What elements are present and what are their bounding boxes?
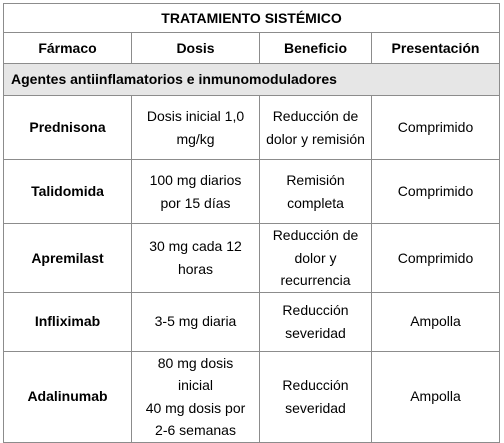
benefit-line: Reducción de xyxy=(272,227,359,243)
column-header-row xyxy=(4,33,500,64)
benefit-cell xyxy=(260,96,372,160)
dose-line: 40 mg dosis por xyxy=(145,399,246,416)
treatment-table xyxy=(3,3,500,443)
benefit-cell xyxy=(260,224,372,293)
column-header-drug: Fármaco xyxy=(4,33,132,64)
dose-cell xyxy=(132,160,260,224)
benefit-line: Reducción xyxy=(282,302,349,318)
column-header-benefit: Beneficio xyxy=(260,33,372,64)
table-title-row xyxy=(4,4,500,33)
benefit-cell xyxy=(260,160,372,224)
dose-line: 30 mg cada 12 xyxy=(149,238,242,255)
table-row xyxy=(4,292,500,351)
dose-cell xyxy=(132,224,260,293)
dose-line: 3-5 mg diaria xyxy=(154,313,237,330)
presentation-cell: Comprimido xyxy=(372,160,500,224)
benefit-line: severidad xyxy=(285,324,346,341)
benefit-line: severidad xyxy=(285,399,346,416)
dose-line: 80 mg dosis xyxy=(157,354,234,371)
drug-name: Infliximab xyxy=(4,292,132,351)
table-row xyxy=(4,160,500,224)
drug-name: Talidomida xyxy=(4,160,132,224)
drug-name: Prednisona xyxy=(4,96,132,160)
table-title: TRATAMIENTO SISTÉMICO xyxy=(4,4,500,33)
benefit-line: completa xyxy=(287,194,344,211)
benefit-line: Reducción xyxy=(282,377,349,393)
section-row xyxy=(4,64,500,96)
dose-line: horas xyxy=(177,260,214,277)
dose-cell xyxy=(132,96,260,160)
presentation-cell: Comprimido xyxy=(372,224,500,293)
dose-line: Dosis inicial 1,0 xyxy=(146,108,245,124)
presentation-cell: Ampolla xyxy=(372,351,500,442)
column-header-dose: Dosis xyxy=(132,33,260,64)
table-row xyxy=(4,96,500,160)
section-label: Agentes antiinflamatorios e inmunomoduladores xyxy=(4,64,500,96)
dose-cell xyxy=(132,292,260,351)
dose-line: 2-6 semanas xyxy=(155,422,236,438)
benefit-line: dolor y xyxy=(294,249,337,266)
benefit-line: Reducción de xyxy=(272,108,359,124)
benefit-cell xyxy=(260,351,372,442)
dose-line: inicial xyxy=(177,377,213,393)
presentation-cell: Ampolla xyxy=(372,292,500,351)
benefit-line: dolor y remisión xyxy=(266,130,365,147)
benefit-line: Remisión xyxy=(286,172,345,188)
presentation-cell: Comprimido xyxy=(372,96,500,160)
dose-line: mg/kg xyxy=(176,130,215,147)
dose-line: 100 mg diarios xyxy=(149,172,242,188)
benefit-cell xyxy=(260,292,372,351)
table-row xyxy=(4,224,500,293)
drug-name: Apremilast xyxy=(4,224,132,293)
dose-line: por 15 días xyxy=(160,194,231,211)
drug-name: Adalinumab xyxy=(4,351,132,442)
benefit-line: recurrencia xyxy=(280,272,351,288)
table-row xyxy=(4,351,500,442)
column-header-presentation: Presentación xyxy=(372,33,500,64)
dose-cell xyxy=(132,351,260,442)
